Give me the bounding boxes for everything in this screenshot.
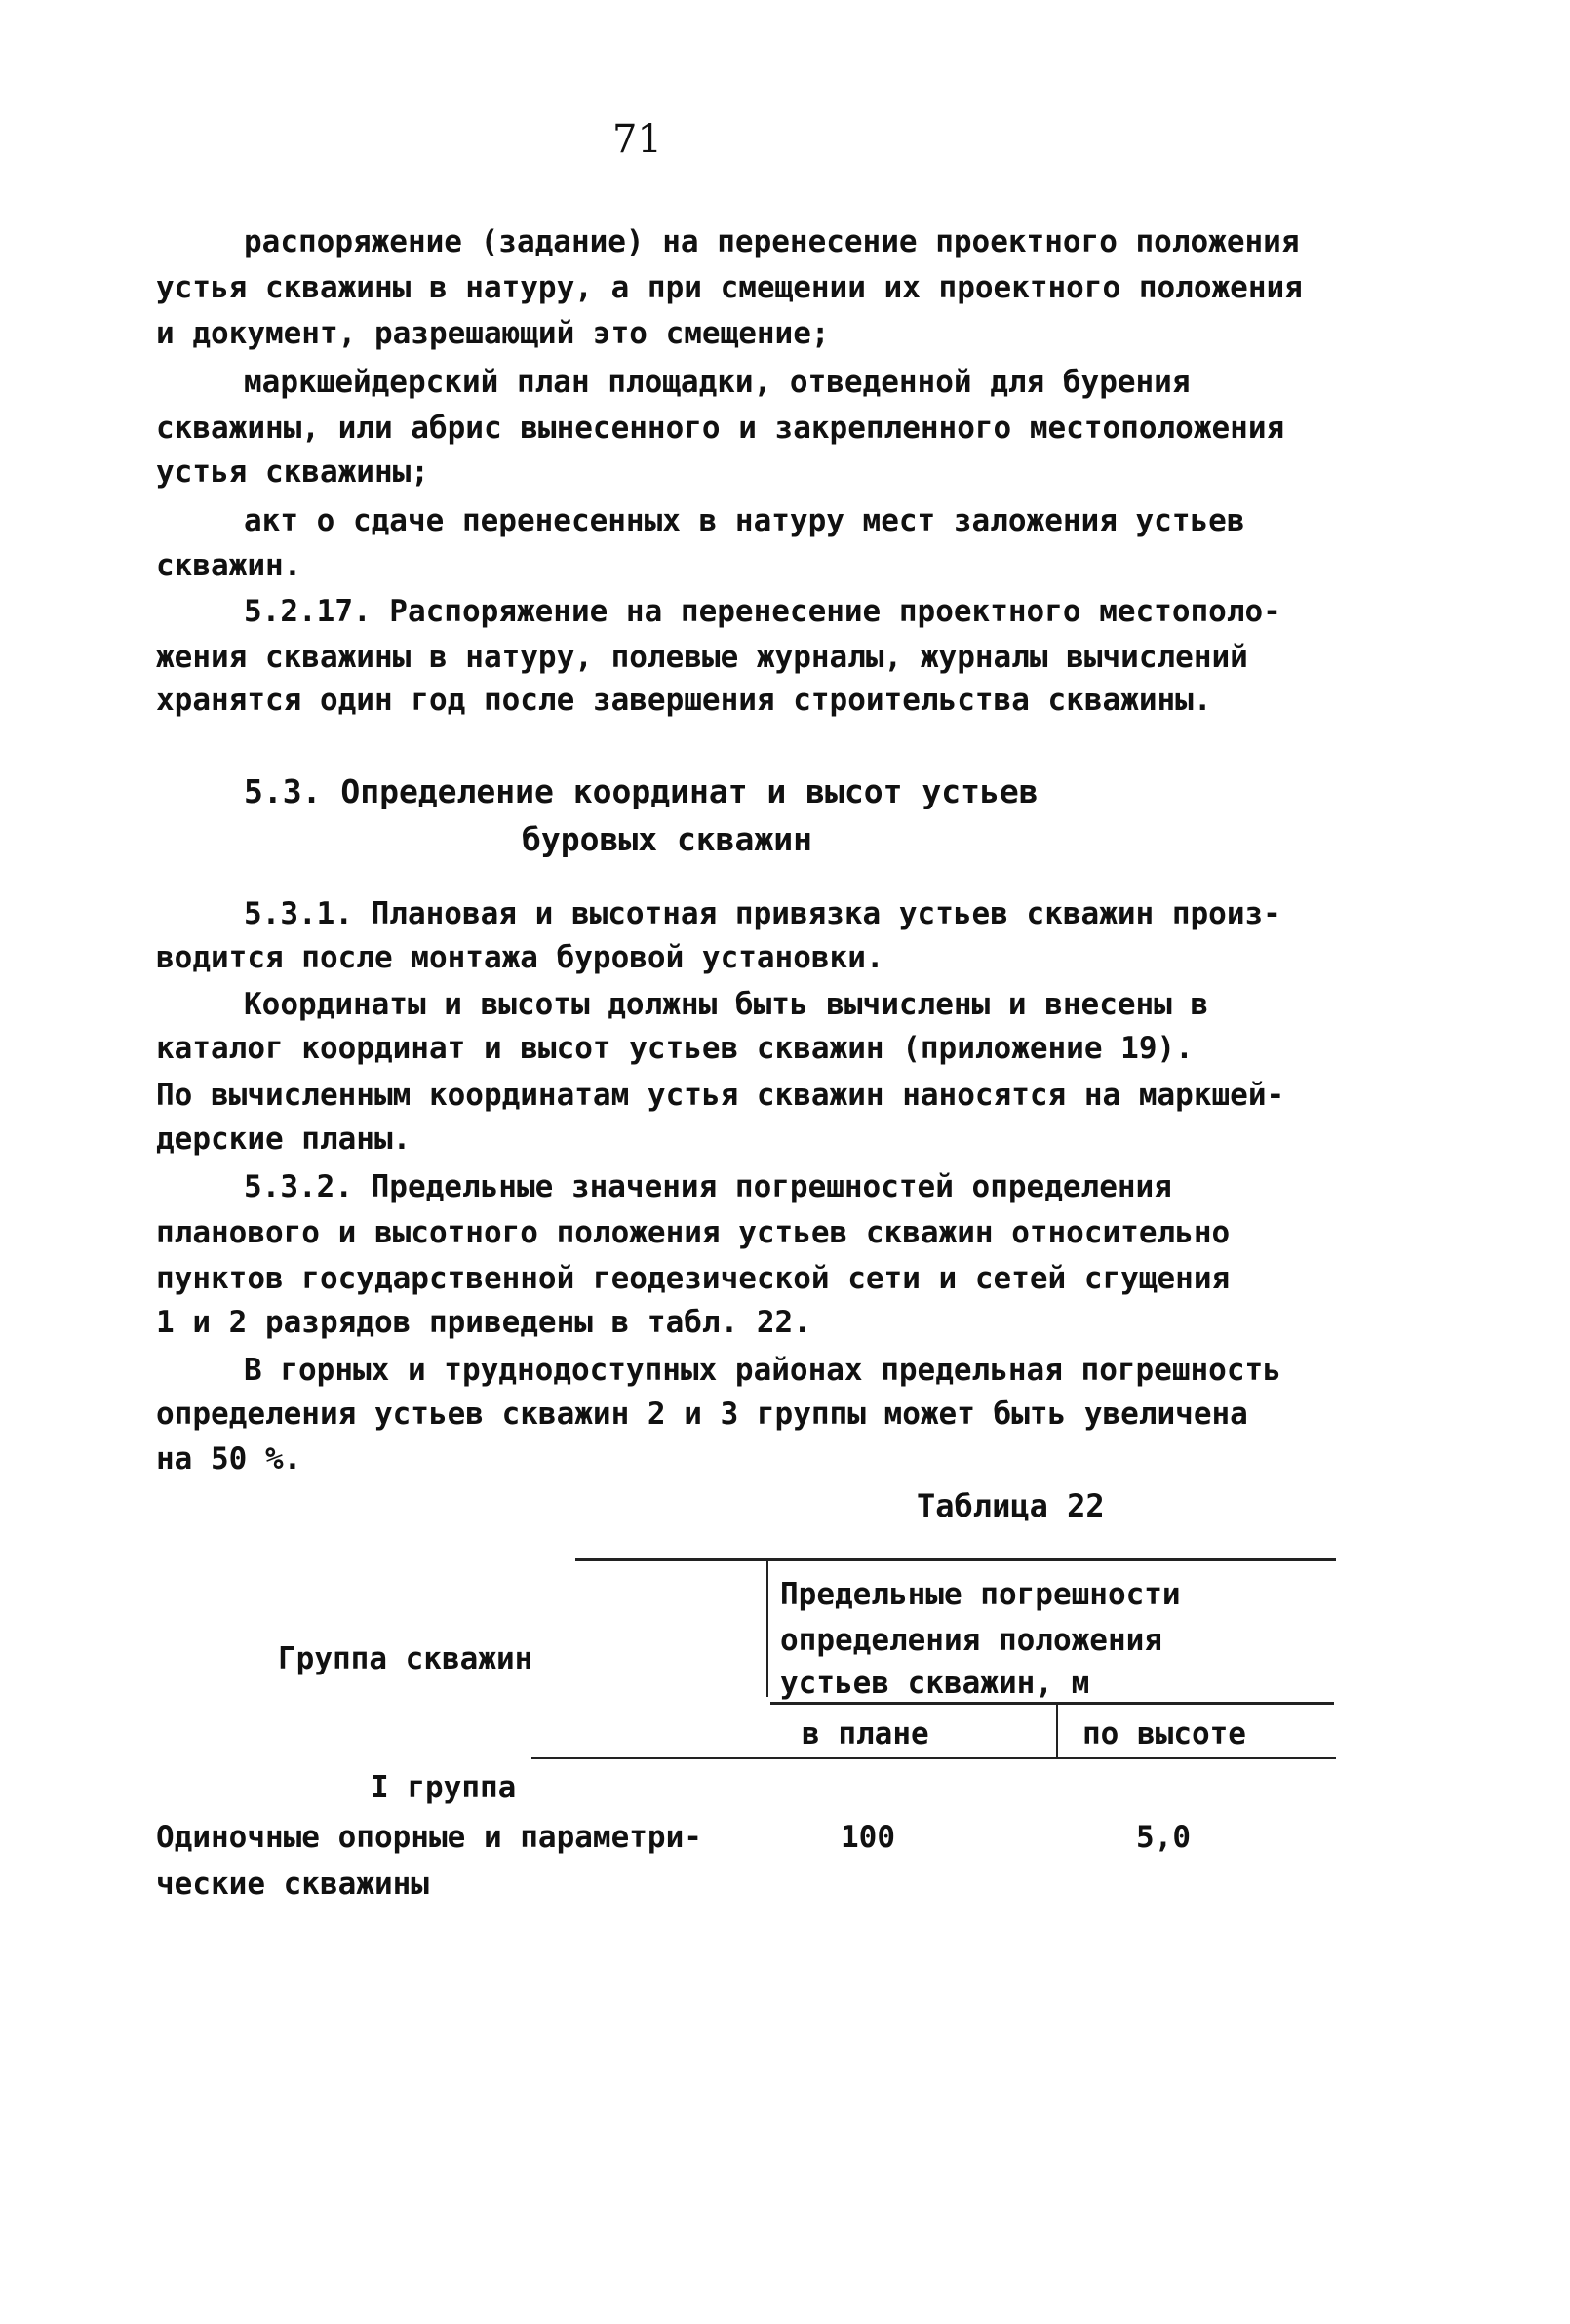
paragraph-8-line-3: на 50 %. xyxy=(156,1441,302,1477)
paragraph-1-line-3: и документ, разрешающий это смещение; xyxy=(156,316,830,351)
paragraph-5-line-1: 5.3.1. Плановая и высотная привязка устьев скважин произ- xyxy=(244,896,1281,931)
table-column-divider xyxy=(766,1558,768,1697)
row-1-plan-value: 100 xyxy=(841,1820,895,1855)
paragraph-2-line-2: скважины, или абрис вынесенного и закрепленного местоположения xyxy=(156,411,1285,446)
subheader-divider xyxy=(1056,1705,1058,1759)
page-number: 71 xyxy=(612,117,662,162)
row-1-label-line-1: Одиночные опорные и параметри- xyxy=(156,1820,702,1855)
paragraph-7-line-1: 5.3.2. Предельные значения погрешностей определения xyxy=(244,1169,1172,1204)
paragraph-7-line-3: пунктов государственной геодезической сети и сетей сгущения xyxy=(156,1261,1231,1296)
paragraph-7-line-2: планового и высотного положения устьев скважин относительно xyxy=(156,1215,1231,1250)
table-top-rule xyxy=(575,1558,1336,1561)
group-column-header: Группа скважин xyxy=(278,1641,533,1676)
paragraph-2-line-1: маркшейдерский план площадки, отведенной для бурения xyxy=(244,365,1191,400)
paragraph-3-line-2: скважин. xyxy=(156,548,302,583)
section-heading-line-2: буровых скважин xyxy=(522,820,813,858)
table-header-bottom-rule xyxy=(531,1757,1336,1759)
paragraph-1-line-1: распоряжение (задание) на перенесение проектного положения xyxy=(244,224,1300,259)
paragraph-4-line-1: 5.2.17. Распоряжение на перенесение проектного местополо- xyxy=(244,594,1281,629)
row-1-label-line-2: ческие скважины xyxy=(156,1867,429,1902)
paragraph-4-line-3: хранятся один год после завершения строительства скважины. xyxy=(156,683,1212,718)
row-1-height-value: 5,0 xyxy=(1136,1820,1191,1855)
paragraph-7-line-4: 1 и 2 разрядов приведены в табл. 22. xyxy=(156,1305,811,1340)
paragraph-8-line-1: В горных и труднодоступных районах предельная погрешность xyxy=(244,1353,1281,1388)
paragraph-5-line-2: водится после монтажа буровой установки. xyxy=(156,940,884,975)
paragraph-1-line-2: устья скважины в натуру, а при смещении их проектного положения xyxy=(156,270,1303,305)
subheader-plan: в плане xyxy=(802,1716,929,1752)
error-header-line-1: Предельные погрешности xyxy=(780,1577,1181,1612)
error-header-line-3: устьев скважин, м xyxy=(780,1666,1090,1701)
error-header-underline xyxy=(770,1702,1334,1705)
table-caption: Таблица 22 xyxy=(917,1487,1105,1524)
group-label: I группа xyxy=(371,1770,517,1805)
paragraph-4-line-2: жения скважины в натуру, полевые журналы, журналы вычислений xyxy=(156,640,1248,675)
paragraph-6-line-2: каталог координат и высот устьев скважин (приложение 19). xyxy=(156,1031,1194,1066)
paragraph-3-line-1: акт о сдаче перенесенных в натуру мест заложения устьев xyxy=(244,503,1245,538)
error-header-line-2: определения положения xyxy=(780,1623,1162,1658)
subheader-height: по высоте xyxy=(1082,1716,1246,1752)
paragraph-6-line-3: По вычисленным координатам устья скважин наносятся на маркшей- xyxy=(156,1078,1285,1113)
paragraph-6-line-4: дерские планы. xyxy=(156,1122,412,1157)
section-heading-line-1: 5.3. Определение координат и высот устьев xyxy=(244,772,1039,810)
paragraph-2-line-3: устья скважины; xyxy=(156,454,429,490)
paragraph-6-line-1: Координаты и высоты должны быть вычислены и внесены в xyxy=(244,987,1209,1022)
paragraph-8-line-2: определения устьев скважин 2 и 3 группы может быть увеличена xyxy=(156,1397,1248,1432)
